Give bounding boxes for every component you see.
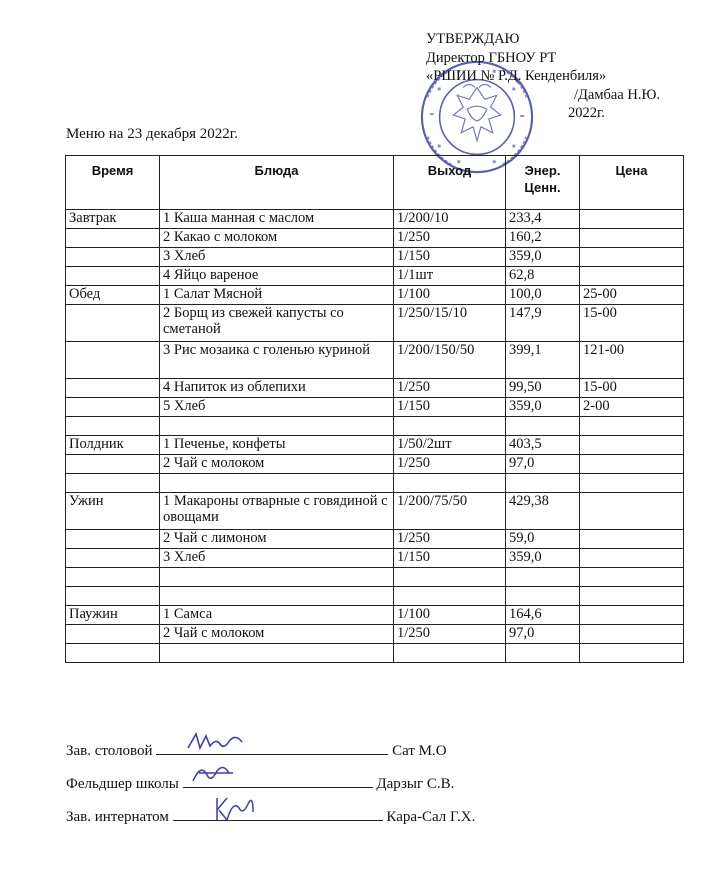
cell-time [66, 248, 160, 267]
cell-dish: 2 Какао с молоком [160, 229, 394, 248]
signature-line [173, 806, 383, 821]
cell-yield: 1/200/75/50 [394, 493, 506, 530]
signature-role: Зав. интернатом [66, 809, 169, 825]
cell-time [66, 417, 160, 436]
cell-energy: 429,38 [506, 493, 580, 530]
cell-yield: 1/150 [394, 549, 506, 568]
table-row [66, 210, 684, 229]
handwritten-signature [213, 794, 257, 824]
cell-time [66, 644, 160, 663]
cell-energy [506, 568, 580, 587]
cell-price: 25-00 [580, 286, 684, 305]
cell-yield: 1/250 [394, 229, 506, 248]
cell-yield [394, 474, 506, 493]
cell-price: 15-00 [580, 305, 684, 342]
cell-dish [160, 644, 394, 663]
signature-person: Дарзыг С.В. [376, 776, 455, 792]
signature-person: Сат М.О [392, 743, 447, 759]
cell-energy: 359,0 [506, 549, 580, 568]
cell-energy: 359,0 [506, 398, 580, 417]
table-row [66, 644, 684, 663]
cell-time [66, 305, 160, 342]
table-row [66, 305, 684, 342]
table-row [66, 398, 684, 417]
cell-energy: 359,0 [506, 248, 580, 267]
cell-dish: 1 Салат Мясной [160, 286, 394, 305]
cell-price [580, 625, 684, 644]
cell-yield: 1/250/15/10 [394, 305, 506, 342]
signature-row-canteen [66, 740, 447, 760]
cell-energy [506, 587, 580, 606]
table-row [66, 286, 684, 305]
header-price: Цена [580, 156, 684, 210]
cell-yield [394, 568, 506, 587]
cell-time [66, 549, 160, 568]
table-row [66, 568, 684, 587]
handwritten-signature [189, 761, 239, 787]
table-row [66, 455, 684, 474]
cell-time: Паужин [66, 606, 160, 625]
cell-price: 2-00 [580, 398, 684, 417]
cell-yield: 1/1шт [394, 267, 506, 286]
menu-body [66, 210, 684, 663]
cell-price [580, 267, 684, 286]
cell-time [66, 379, 160, 398]
cell-yield: 1/250 [394, 530, 506, 549]
cell-time [66, 267, 160, 286]
cell-price [580, 455, 684, 474]
cell-time [66, 474, 160, 493]
cell-price [580, 606, 684, 625]
table-row [66, 417, 684, 436]
cell-time [66, 587, 160, 606]
cell-dish: 3 Хлеб [160, 549, 394, 568]
table-row [66, 587, 684, 606]
signature-role: Зав. столовой [66, 743, 153, 759]
table-row [66, 493, 684, 530]
cell-dish: 2 Чай с молоком [160, 625, 394, 644]
cell-price: 15-00 [580, 379, 684, 398]
cell-time [66, 625, 160, 644]
cell-dish: 4 Яйцо вареное [160, 267, 394, 286]
cell-energy: 59,0 [506, 530, 580, 549]
cell-energy [506, 417, 580, 436]
cell-price [580, 549, 684, 568]
cell-time: Ужин [66, 493, 160, 530]
header-yield: Выход [394, 156, 506, 210]
cell-time [66, 398, 160, 417]
cell-dish: 4 Напиток из облепихи [160, 379, 394, 398]
cell-energy: 164,6 [506, 606, 580, 625]
cell-yield: 1/250 [394, 379, 506, 398]
table-row [66, 606, 684, 625]
menu-table [65, 155, 684, 663]
table-row [66, 267, 684, 286]
cell-energy: 160,2 [506, 229, 580, 248]
approval-school: «РШИИ № Р.Д. Кенденбиля» [426, 68, 607, 84]
cell-yield: 1/150 [394, 398, 506, 417]
cell-dish: 3 Рис мозаика с голенью куриной [160, 342, 394, 379]
cell-yield: 1/200/10 [394, 210, 506, 229]
cell-price [580, 229, 684, 248]
cell-yield [394, 644, 506, 663]
cell-price: 121-00 [580, 342, 684, 379]
approval-block [426, 30, 660, 123]
cell-price [580, 587, 684, 606]
table-row [66, 549, 684, 568]
cell-time: Полдник [66, 436, 160, 455]
cell-energy: 62,8 [506, 267, 580, 286]
signature-line [156, 740, 388, 755]
cell-price [580, 568, 684, 587]
cell-dish: 1 Каша манная с маслом [160, 210, 394, 229]
cell-dish: 5 Хлеб [160, 398, 394, 417]
cell-time [66, 455, 160, 474]
cell-dish [160, 474, 394, 493]
signature-row-boarding [66, 806, 475, 826]
cell-yield: 1/250 [394, 625, 506, 644]
signature-row-medic [66, 773, 454, 793]
cell-price [580, 436, 684, 455]
cell-yield: 1/250 [394, 455, 506, 474]
cell-price [580, 248, 684, 267]
cell-dish: 3 Хлеб [160, 248, 394, 267]
cell-time: Обед [66, 286, 160, 305]
cell-energy: 97,0 [506, 625, 580, 644]
cell-price [580, 474, 684, 493]
menu-header-row [66, 156, 684, 210]
signature-role: Фельдшер школы [66, 776, 179, 792]
cell-price [580, 417, 684, 436]
cell-energy: 100,0 [506, 286, 580, 305]
cell-yield: 1/150 [394, 248, 506, 267]
cell-yield: 1/200/150/50 [394, 342, 506, 379]
cell-dish: 2 Чай с молоком [160, 455, 394, 474]
cell-price [580, 493, 684, 530]
table-row [66, 248, 684, 267]
cell-time [66, 342, 160, 379]
table-row [66, 342, 684, 379]
cell-energy: 147,9 [506, 305, 580, 342]
cell-price [580, 530, 684, 549]
approval-signer: /Дамбаа Н.Ю. [574, 86, 661, 103]
table-row [66, 474, 684, 493]
cell-dish: 1 Печенье, конфеты [160, 436, 394, 455]
cell-price [580, 644, 684, 663]
cell-yield: 1/50/2шт [394, 436, 506, 455]
cell-time [66, 530, 160, 549]
cell-dish [160, 568, 394, 587]
cell-time [66, 229, 160, 248]
table-row [66, 229, 684, 248]
cell-dish: 2 Борщ из свежей капусты со сметаной [160, 305, 394, 342]
cell-energy: 233,4 [506, 210, 580, 229]
table-row [66, 530, 684, 549]
approval-title: УТВЕРЖДАЮ [426, 31, 520, 47]
table-row [66, 379, 684, 398]
cell-dish: 2 Чай с лимоном [160, 530, 394, 549]
cell-time [66, 568, 160, 587]
cell-time: Завтрак [66, 210, 160, 229]
header-energy: Энер. Ценн. [506, 156, 580, 210]
approval-position: Директор ГБНОУ РТ [426, 49, 557, 66]
cell-energy: 97,0 [506, 455, 580, 474]
signature-line [183, 773, 373, 788]
cell-energy: 399,1 [506, 342, 580, 379]
cell-dish: 1 Макароны отварные с говядиной с овощами [160, 493, 394, 530]
cell-dish [160, 587, 394, 606]
handwritten-signature [186, 728, 246, 756]
table-row [66, 625, 684, 644]
header-time: Время [66, 156, 160, 210]
cell-price [580, 210, 684, 229]
cell-yield: 1/100 [394, 286, 506, 305]
signature-person: Кара-Сал Г.Х. [386, 809, 476, 825]
approval-date: 2022г. [568, 105, 605, 121]
cell-energy [506, 474, 580, 493]
cell-yield [394, 587, 506, 606]
cell-energy: 99,50 [506, 379, 580, 398]
menu-title: Меню на 23 декабря 2022г. [66, 126, 238, 142]
cell-dish: 1 Самса [160, 606, 394, 625]
cell-energy [506, 644, 580, 663]
cell-yield [394, 417, 506, 436]
table-row [66, 436, 684, 455]
cell-dish [160, 417, 394, 436]
cell-energy: 403,5 [506, 436, 580, 455]
cell-yield: 1/100 [394, 606, 506, 625]
header-dish: Блюда [160, 156, 394, 210]
